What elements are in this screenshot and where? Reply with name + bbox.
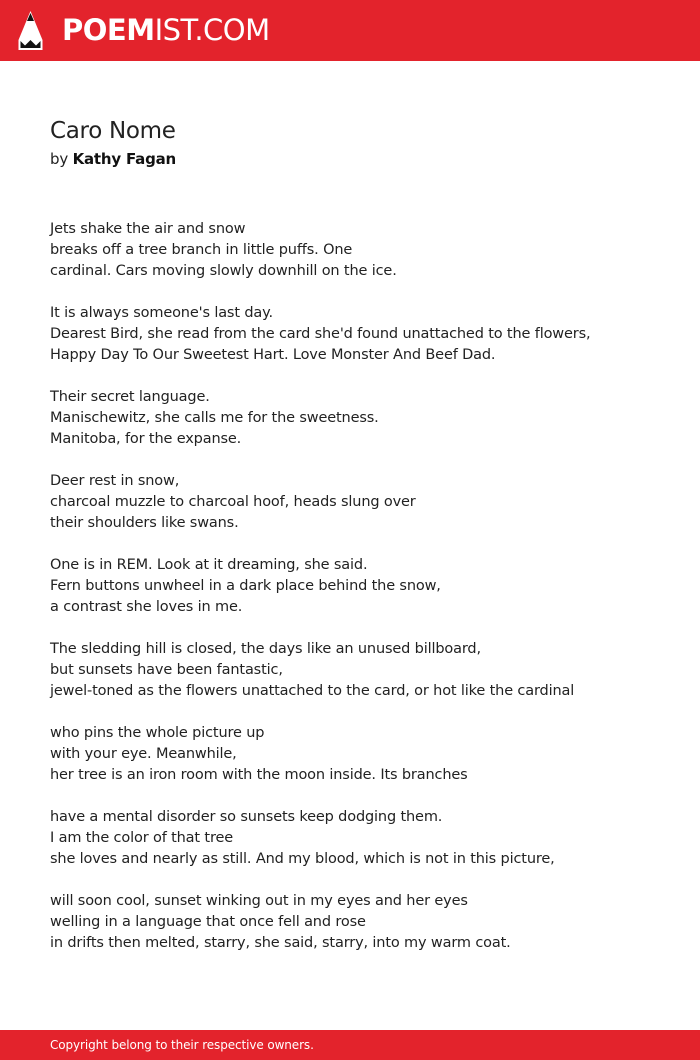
by-label: by	[50, 150, 68, 168]
logo-text-bold: POEM	[62, 13, 155, 47]
poem-line: Fern buttons unwheel in a dark place behind the snow,	[50, 578, 441, 594]
poem-line: Their secret language.	[50, 389, 210, 405]
logo-text-rest: IST.COM	[154, 13, 270, 47]
poem-line: will soon cool, sunset winking out in my eyes and her eyes	[50, 893, 468, 909]
site-header	[0, 0, 700, 61]
poem-byline	[50, 148, 176, 170]
poem-stanza	[50, 387, 670, 450]
poem-stanza	[50, 807, 670, 870]
poem-line: jewel-toned as the flowers unattached to the card, or hot like the cardinal	[50, 683, 575, 699]
poem-line: a contrast she loves in me.	[50, 599, 243, 615]
poem-stanza	[50, 555, 670, 618]
poem-line: I am the color of that tree	[50, 830, 233, 846]
poem-line: The sledding hill is closed, the days like an unused billboard,	[50, 641, 481, 657]
copyright-text: Copyright belong to their respective owners.	[50, 1038, 314, 1052]
poem-line: breaks off a tree branch in little puffs. One	[50, 242, 353, 258]
poem-line: with your eye. Meanwhile,	[50, 746, 237, 762]
pencil-logo-icon[interactable]	[17, 10, 44, 51]
poem-title: Caro Nome	[50, 118, 176, 144]
poem-line: charcoal muzzle to charcoal hoof, heads slung over	[50, 494, 416, 510]
poem-line: have a mental disorder so sunsets keep dodging them.	[50, 809, 443, 825]
author-name: Kathy Fagan	[72, 150, 177, 168]
poem-line: Manitoba, for the expanse.	[50, 431, 242, 447]
poem-line: but sunsets have been fantastic,	[50, 662, 283, 678]
poem-stanza	[50, 891, 670, 954]
poem-stanza	[50, 219, 670, 282]
poem-line: Deer rest in snow,	[50, 473, 180, 489]
poem-line: It is always someone's last day.	[50, 305, 273, 321]
poem-line: she loves and nearly as still. And my blood, which is not in this picture,	[50, 851, 555, 867]
poem-line: One is in REM. Look at it dreaming, she said.	[50, 557, 368, 573]
poem-line: their shoulders like swans.	[50, 515, 239, 531]
poem-stanza	[50, 639, 670, 702]
poem-line: welling in a language that once fell and rose	[50, 914, 366, 930]
poem-line: Manischewitz, she calls me for the sweetness.	[50, 410, 379, 426]
poem-line: Dearest Bird, she read from the card she'd found unattached to the flowers,	[50, 326, 591, 342]
poem-line: Jets shake the air and snow	[50, 221, 246, 237]
site-footer	[0, 1030, 700, 1060]
poem-line: her tree is an iron room with the moon inside. Its branches	[50, 767, 468, 783]
site-logo-text[interactable]	[62, 11, 270, 49]
poem-line: Happy Day To Our Sweetest Hart. Love Monster And Beef Dad.	[50, 347, 496, 363]
poem-line: who pins the whole picture up	[50, 725, 265, 741]
poem-line: cardinal. Cars moving slowly downhill on the ice.	[50, 263, 397, 279]
poem-stanza	[50, 471, 670, 534]
poem-line: in drifts then melted, starry, she said, starry, into my warm coat.	[50, 935, 511, 951]
poem-body	[50, 219, 670, 975]
poem-stanza	[50, 303, 670, 366]
poem-stanza	[50, 723, 670, 786]
